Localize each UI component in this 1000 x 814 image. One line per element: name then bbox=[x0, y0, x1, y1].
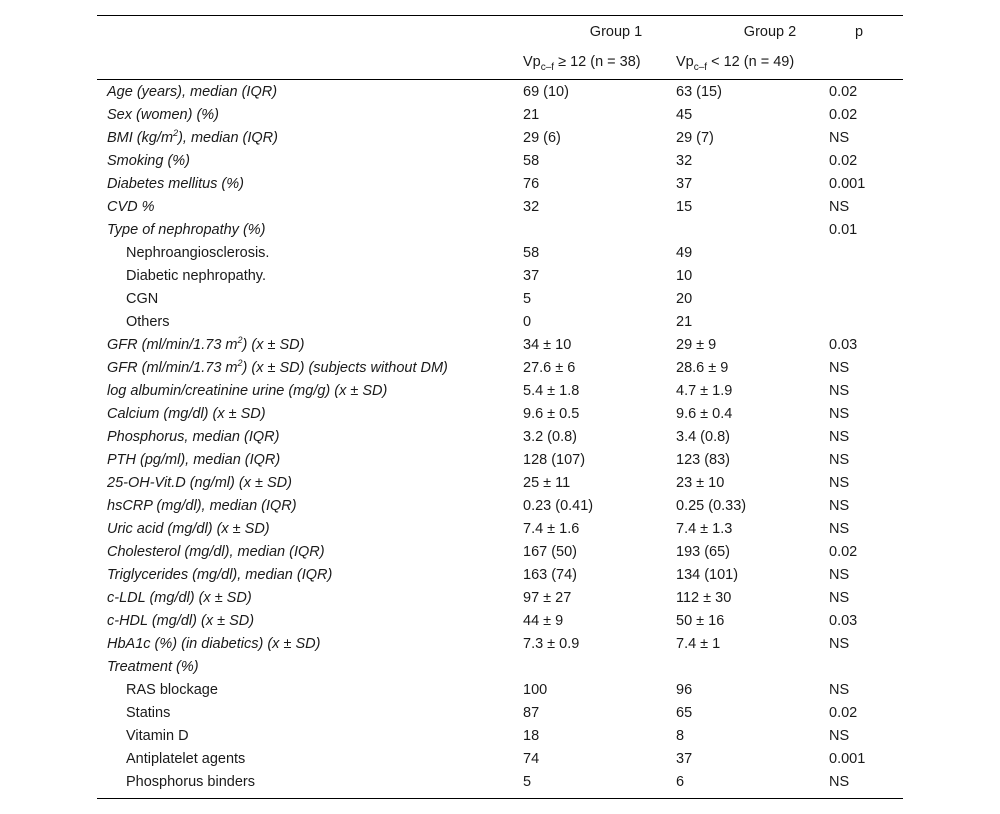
row-label bbox=[107, 334, 304, 357]
cell-group2: 45 bbox=[676, 107, 693, 123]
cell-group2: 134 (101) bbox=[676, 567, 739, 583]
cell-group1: 0.23 (0.41) bbox=[523, 498, 594, 514]
table-body bbox=[97, 81, 903, 799]
table-row bbox=[97, 403, 903, 426]
cell-p-value: NS bbox=[829, 130, 850, 146]
table-row bbox=[97, 564, 903, 587]
row-label-post: ) (x ± SD) bbox=[242, 337, 305, 353]
table-row bbox=[97, 196, 903, 219]
cell-p-value: NS bbox=[829, 383, 850, 399]
cell-p-value: NS bbox=[829, 475, 850, 491]
cell-p-value: NS bbox=[829, 636, 850, 652]
row-label: Treatment (%) bbox=[107, 659, 199, 675]
cell-group1: 34 ± 10 bbox=[523, 337, 572, 353]
cell-p-value: 0.02 bbox=[829, 153, 858, 169]
row-label bbox=[107, 127, 278, 150]
row-label: CVD % bbox=[107, 199, 155, 215]
cell-group2: 65 bbox=[676, 705, 693, 721]
cell-p-value: NS bbox=[829, 521, 850, 537]
table-row bbox=[97, 702, 903, 725]
table-row bbox=[97, 656, 903, 679]
header-group1-criteria bbox=[523, 54, 641, 73]
row-label: hsCRP (mg/dl), median (IQR) bbox=[107, 498, 297, 514]
table-row bbox=[97, 104, 903, 127]
row-label bbox=[107, 357, 448, 380]
header-group2-criteria-post: < 12 (n = 49) bbox=[707, 54, 795, 70]
table-row bbox=[97, 357, 903, 380]
cell-p-value: NS bbox=[829, 567, 850, 583]
table-row bbox=[97, 334, 903, 357]
table-row bbox=[97, 449, 903, 472]
cell-group1: 7.4 ± 1.6 bbox=[523, 521, 580, 537]
header-p-value: p bbox=[854, 24, 864, 40]
cell-p-value: 0.02 bbox=[829, 705, 858, 721]
table-row bbox=[97, 127, 903, 150]
cell-p-value: 0.03 bbox=[829, 613, 858, 629]
row-label: 25-OH-Vit.D (ng/ml) (x ± SD) bbox=[107, 475, 292, 491]
cell-group1: 37 bbox=[523, 268, 540, 284]
cell-group1: 9.6 ± 0.5 bbox=[523, 406, 580, 422]
table-row bbox=[97, 725, 903, 748]
cell-group2: 6 bbox=[676, 774, 685, 790]
cell-group2: 193 (65) bbox=[676, 544, 731, 560]
cell-group1: 27.6 ± 6 bbox=[523, 360, 576, 376]
cell-group1: 74 bbox=[523, 751, 540, 767]
row-label-pre: GFR (ml/min/1.73 m bbox=[107, 360, 238, 376]
table-row bbox=[97, 81, 903, 104]
cell-group1: 32 bbox=[523, 199, 540, 215]
cell-group1: 5.4 ± 1.8 bbox=[523, 383, 580, 399]
table-row bbox=[97, 173, 903, 196]
table-row bbox=[97, 288, 903, 311]
cell-group1: 163 (74) bbox=[523, 567, 578, 583]
cell-p-value: 0.02 bbox=[829, 84, 858, 100]
cell-group2: 21 bbox=[676, 314, 693, 330]
table-row bbox=[97, 587, 903, 610]
cell-p-value: NS bbox=[829, 360, 850, 376]
cell-group1: 3.2 (0.8) bbox=[523, 429, 577, 445]
row-label: Others bbox=[126, 314, 170, 330]
row-label: Type of nephropathy (%) bbox=[107, 222, 266, 238]
header-group2: Group 2 bbox=[743, 24, 797, 40]
table-row bbox=[97, 748, 903, 771]
row-label: Smoking (%) bbox=[107, 153, 190, 169]
table-row bbox=[97, 771, 903, 794]
row-label: Triglycerides (mg/dl), median (IQR) bbox=[107, 567, 333, 583]
row-label: Calcium (mg/dl) (x ± SD) bbox=[107, 406, 266, 422]
cell-group2: 96 bbox=[676, 682, 693, 698]
row-label: Uric acid (mg/dl) (x ± SD) bbox=[107, 521, 270, 537]
header-group1: Group 1 bbox=[589, 24, 643, 40]
cell-group1: 58 bbox=[523, 245, 540, 261]
header-group1-criteria-sub: c–f bbox=[540, 62, 555, 73]
row-label: Cholesterol (mg/dl), median (IQR) bbox=[107, 544, 325, 560]
cell-p-value: 0.001 bbox=[829, 176, 866, 192]
row-label: CGN bbox=[126, 291, 159, 307]
row-label: log albumin/creatinine urine (mg/g) (x ± SD) bbox=[107, 383, 388, 399]
row-label-post: ), median (IQR) bbox=[178, 130, 278, 146]
cell-group1: 58 bbox=[523, 153, 540, 169]
cell-group2: 63 (15) bbox=[676, 84, 722, 100]
cell-group1: 167 (50) bbox=[523, 544, 578, 560]
cell-p-value: 0.01 bbox=[829, 222, 858, 238]
cell-p-value: NS bbox=[829, 682, 850, 698]
row-label: RAS blockage bbox=[126, 682, 218, 698]
table-row bbox=[97, 219, 903, 242]
header-group2-criteria-sub: c–f bbox=[693, 62, 708, 73]
row-label: Diabetic nephropathy. bbox=[126, 268, 266, 284]
table-row bbox=[97, 495, 903, 518]
row-label: PTH (pg/ml), median (IQR) bbox=[107, 452, 281, 468]
cell-group2: 49 bbox=[676, 245, 693, 261]
header-group2-criteria bbox=[676, 54, 795, 73]
row-label: Sex (women) (%) bbox=[107, 107, 219, 123]
cell-p-value: NS bbox=[829, 774, 850, 790]
cell-group2: 123 (83) bbox=[676, 452, 731, 468]
cell-group2: 29 ± 9 bbox=[676, 337, 717, 353]
cell-group2: 37 bbox=[676, 176, 693, 192]
row-label-pre: BMI (kg/m bbox=[107, 130, 174, 146]
cell-group2: 23 ± 10 bbox=[676, 475, 725, 491]
row-label-post: ) (x ± SD) (subjects without DM) bbox=[242, 360, 448, 376]
table-row bbox=[97, 380, 903, 403]
cell-group1: 5 bbox=[523, 774, 532, 790]
table-row bbox=[97, 311, 903, 334]
cell-group1: 76 bbox=[523, 176, 540, 192]
row-label: Age (years), median (IQR) bbox=[107, 84, 278, 100]
header-group2-criteria-pre: Vp bbox=[676, 54, 694, 70]
cell-group2: 29 (7) bbox=[676, 130, 714, 146]
cell-group1: 21 bbox=[523, 107, 540, 123]
cell-group1: 5 bbox=[523, 291, 532, 307]
cell-p-value: 0.02 bbox=[829, 544, 858, 560]
cell-group1: 128 (107) bbox=[523, 452, 586, 468]
cell-p-value: NS bbox=[829, 452, 850, 468]
table-row bbox=[97, 265, 903, 288]
table-row bbox=[97, 633, 903, 656]
table-row bbox=[97, 679, 903, 702]
data-table bbox=[97, 15, 903, 799]
cell-p-value: 0.02 bbox=[829, 107, 858, 123]
header-group1-criteria-post: ≥ 12 (n = 38) bbox=[554, 54, 641, 70]
row-label: Phosphorus, median (IQR) bbox=[107, 429, 280, 445]
table-row bbox=[97, 242, 903, 265]
cell-group2: 28.6 ± 9 bbox=[676, 360, 729, 376]
row-label-pre: GFR (ml/min/1.73 m bbox=[107, 337, 238, 353]
cell-group2: 112 ± 30 bbox=[676, 590, 732, 606]
cell-group1: 87 bbox=[523, 705, 540, 721]
row-label: Phosphorus binders bbox=[126, 774, 255, 790]
cell-group2: 9.6 ± 0.4 bbox=[676, 406, 733, 422]
row-label: Statins bbox=[126, 705, 171, 721]
cell-p-value: NS bbox=[829, 498, 850, 514]
row-label: Antiplatelet agents bbox=[126, 751, 246, 767]
table-row bbox=[97, 472, 903, 495]
cell-group2: 3.4 (0.8) bbox=[676, 429, 730, 445]
row-label: c-LDL (mg/dl) (x ± SD) bbox=[107, 590, 252, 606]
row-label-sup: 2 bbox=[173, 128, 179, 139]
cell-group2: 10 bbox=[676, 268, 693, 284]
table-row bbox=[97, 518, 903, 541]
cell-p-value: NS bbox=[829, 199, 850, 215]
table-header bbox=[97, 16, 903, 80]
row-label-sup: 2 bbox=[237, 358, 243, 369]
row-label: Vitamin D bbox=[126, 728, 189, 744]
cell-group2: 32 bbox=[676, 153, 693, 169]
header-group1-criteria-pre: Vp bbox=[523, 54, 541, 70]
cell-group1: 69 (10) bbox=[523, 84, 569, 100]
table-row bbox=[97, 150, 903, 173]
table-row bbox=[97, 610, 903, 633]
row-label: Nephroangiosclerosis. bbox=[126, 245, 270, 261]
cell-group2: 7.4 ± 1 bbox=[676, 636, 721, 652]
cell-p-value: 0.03 bbox=[829, 337, 858, 353]
cell-group1: 7.3 ± 0.9 bbox=[523, 636, 580, 652]
cell-group2: 4.7 ± 1.9 bbox=[676, 383, 733, 399]
cell-p-value: NS bbox=[829, 728, 850, 744]
cell-group2: 50 ± 16 bbox=[676, 613, 725, 629]
cell-group1: 18 bbox=[523, 728, 540, 744]
cell-p-value: NS bbox=[829, 429, 850, 445]
cell-group1: 100 bbox=[523, 682, 548, 698]
cell-group2: 8 bbox=[676, 728, 685, 744]
cell-p-value: NS bbox=[829, 406, 850, 422]
cell-group1: 0 bbox=[523, 314, 532, 330]
cell-group1: 25 ± 11 bbox=[523, 475, 571, 491]
cell-group1: 29 (6) bbox=[523, 130, 561, 146]
cell-p-value: NS bbox=[829, 590, 850, 606]
row-label: HbA1c (%) (in diabetics) (x ± SD) bbox=[107, 636, 321, 652]
row-label-sup: 2 bbox=[237, 335, 243, 346]
cell-group2: 15 bbox=[676, 199, 693, 215]
cell-group1: 44 ± 9 bbox=[523, 613, 564, 629]
cell-group2: 20 bbox=[676, 291, 693, 307]
row-label: Diabetes mellitus (%) bbox=[107, 176, 244, 192]
table-row bbox=[97, 426, 903, 449]
cell-group2: 37 bbox=[676, 751, 693, 767]
cell-group2: 7.4 ± 1.3 bbox=[676, 521, 733, 537]
cell-group1: 97 ± 27 bbox=[523, 590, 572, 606]
cell-group2: 0.25 (0.33) bbox=[676, 498, 747, 514]
table-row bbox=[97, 541, 903, 564]
row-label: c-HDL (mg/dl) (x ± SD) bbox=[107, 613, 255, 629]
cell-p-value: 0.001 bbox=[829, 751, 866, 767]
